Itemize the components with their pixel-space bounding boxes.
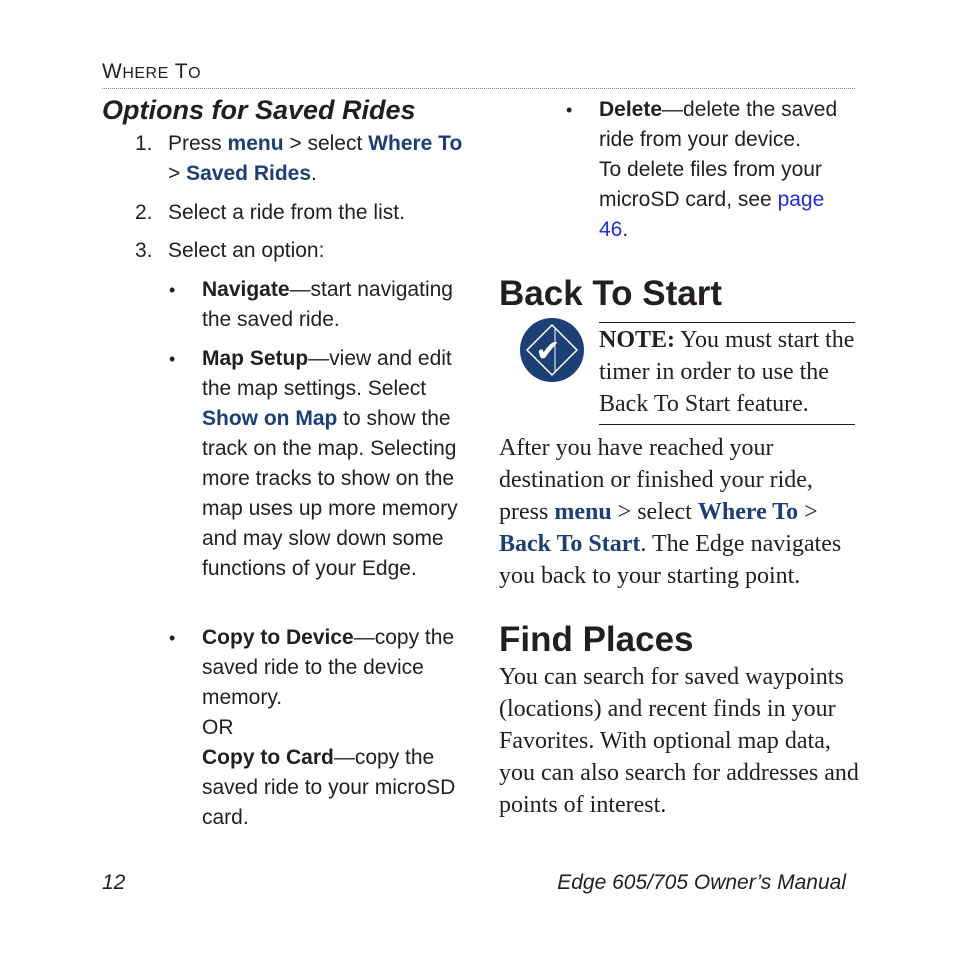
or-separator: OR [202,716,234,739]
header-divider [102,88,855,89]
note-text: You must start the timer in order to use the Back To Start feature. [599,327,855,417]
note-rule-bottom [599,424,855,425]
back-to-start-heading: Back To Start [499,274,723,313]
copy-to-device-term: Copy to Device [202,626,354,649]
bullet-navigate: • Navigate—start navigating the saved ride. [169,275,479,335]
where-to-keyword: Where To [697,499,799,525]
step-number: 2. [135,201,153,224]
show-on-map-keyword: Show on Map [202,407,338,430]
step-text: Select a ride from the list. [168,201,405,224]
bullet-delete: • Delete—delete the saved ride from your device. To delete files from your microSD card, see page 46. [566,95,866,245]
where-to-keyword: Where To [368,132,463,155]
step-1 [135,129,475,189]
page-number: 12 [102,871,126,894]
note-label: NOTE: [599,327,676,353]
find-places-heading: Find Places [499,620,694,659]
bullet-dot: • [169,280,176,300]
bullet-dot: • [169,628,176,648]
copy-to-card-term: Copy to Card [202,746,334,769]
section-header [102,60,201,84]
step-number: 3. [135,239,153,262]
delete-term: Delete [599,98,663,121]
menu-keyword: menu [554,499,612,525]
note-box [599,324,861,420]
saved-rides-keyword: Saved Rides [186,162,312,185]
step-text: Select an option: [168,239,325,262]
bullet-map-setup: • Map Setup—view and edit the map settings. Select Show on Map to show the track on the map. Selecting more tracks to show on the map uses up more memory and may slow down some functions of your Edge. [169,344,479,614]
bullet-dot: • [566,100,573,120]
find-places-paragraph: You can search for saved waypoints (locations) and recent finds in your Favorites. With optional map data, you can also search for addresses and points of interest. [499,664,859,818]
note-rule-top [599,322,855,323]
step-2 [135,198,475,228]
svg-text:✔: ✔ [535,334,561,369]
header-letter: W [102,60,123,83]
navigate-term: Navigate [202,278,290,301]
back-to-start-paragraph: After you have reached your destination or finished your ride, press menu > select Where To > Back To Start. The Edge navigates you back to your starting point. [499,435,842,589]
header-letter: T [168,60,189,83]
step-text: Press menu > select Where To > Saved Rides. [168,132,463,185]
step-number: 1. [135,132,153,155]
step-3 [135,236,475,266]
bullet-copy: • Copy to Device—copy the saved ride to the device memory. OR Copy to Card—copy the saved ride to your microSD card. [169,623,479,833]
page-46-link[interactable]: page 46 [599,188,825,241]
header-smallcaps: HERE [122,65,169,82]
options-title: Options for Saved Rides [102,95,416,125]
note-check-compass-icon [519,317,585,383]
manual-title: Edge 605/705 Owner’s Manual [557,871,846,894]
bullet-dot: • [169,349,176,369]
back-to-start-keyword: Back To Start [499,531,641,557]
header-smallcaps: O [188,65,202,82]
menu-keyword: menu [227,132,284,155]
map-setup-term: Map Setup [202,347,309,370]
